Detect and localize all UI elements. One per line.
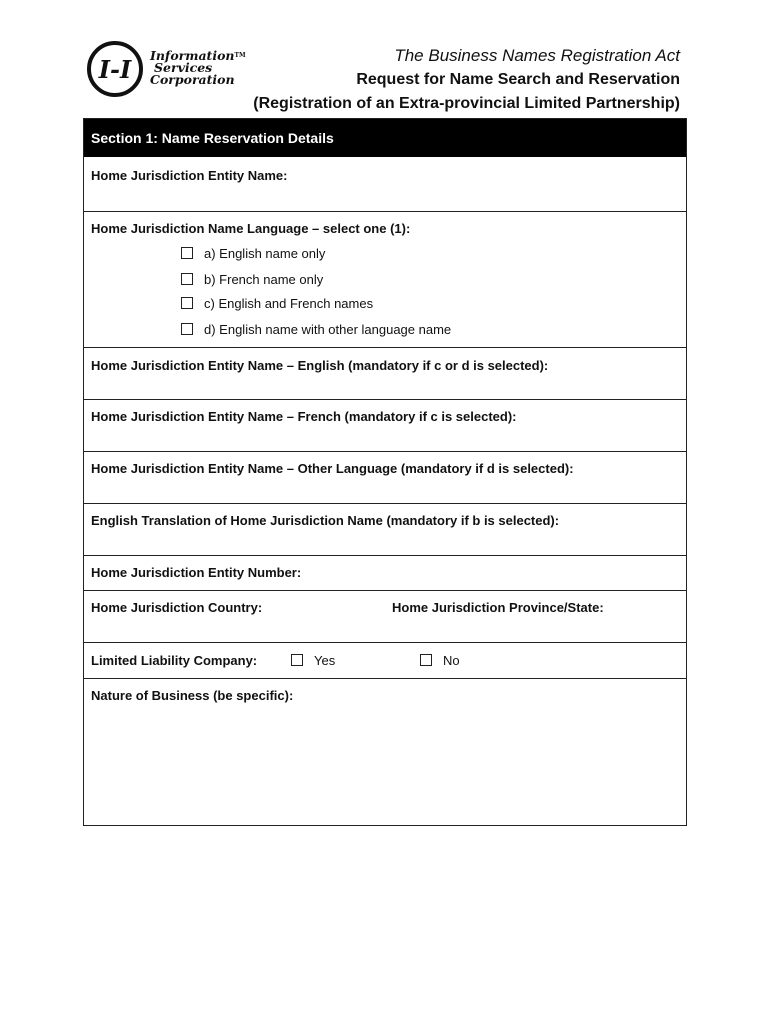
isc-logo-mark-icon — [86, 40, 144, 98]
nature-of-business-field[interactable] — [84, 678, 686, 825]
language-label: Home Jurisdiction Name Language – select one (1): — [91, 221, 411, 236]
llc-no-label: No — [443, 653, 460, 668]
checkbox-llc-no[interactable] — [420, 654, 432, 666]
llc-label: Limited Liability Company: — [91, 653, 258, 668]
logo-line-1: Information™ — [150, 48, 246, 63]
english-translation-field[interactable] — [84, 503, 686, 555]
checkbox-llc-yes[interactable] — [291, 654, 303, 666]
country-field[interactable] — [84, 591, 384, 642]
checkbox-english-only[interactable] — [181, 247, 193, 259]
checkbox-french-only[interactable] — [181, 273, 193, 285]
isc-logo-text — [150, 50, 246, 86]
entity-name-english-label: Home Jurisdiction Entity Name – English (mandatory if c or d is selected): — [91, 358, 549, 373]
entity-name-other-field[interactable] — [84, 451, 686, 503]
request-title: Request for Name Search and Reservation — [356, 71, 680, 88]
entity-name-label: Home Jurisdiction Entity Name: — [91, 168, 288, 183]
act-title: The Business Names Registration Act — [394, 46, 680, 65]
isc-logo — [86, 40, 256, 102]
logo-line-3: Corporation — [150, 72, 235, 87]
checkbox-english-and-french[interactable] — [181, 297, 193, 309]
registration-subtitle: (Registration of an Extra-provincial Limited Partnership) — [253, 95, 680, 112]
language-selection — [84, 211, 686, 347]
province-field[interactable] — [385, 591, 688, 642]
logo-line-2: Services — [154, 60, 213, 75]
country-label: Home Jurisdiction Country: — [91, 600, 263, 615]
entity-name-other-label: Home Jurisdiction Entity Name – Other Language (mandatory if d is selected): — [91, 461, 574, 476]
province-label: Home Jurisdiction Province/State: — [392, 600, 604, 615]
language-option-label: a) English name only — [204, 246, 326, 261]
svg-text:I-I: I-I — [98, 55, 132, 84]
entity-name-french-label: Home Jurisdiction Entity Name – French (mandatory if c is selected): — [91, 409, 517, 424]
entity-number-field[interactable] — [84, 555, 686, 590]
country-province-row — [84, 590, 686, 642]
language-option-label: b) French name only — [204, 272, 324, 287]
entity-name-french-field[interactable] — [84, 399, 686, 451]
entity-name-field[interactable] — [84, 157, 686, 211]
language-option-label: c) English and French names — [204, 296, 374, 311]
nature-of-business-label: Nature of Business (be specific): — [91, 688, 294, 703]
entity-number-label: Home Jurisdiction Entity Number: — [91, 565, 302, 580]
checkbox-english-with-other[interactable] — [181, 323, 193, 335]
entity-name-english-field[interactable] — [84, 347, 686, 399]
section-1-header: Section 1: Name Reservation Details — [84, 119, 686, 157]
llc-yes-label: Yes — [314, 653, 336, 668]
name-reservation-form — [83, 118, 687, 826]
english-translation-label: English Translation of Home Jurisdiction Name (mandatory if b is selected): — [91, 513, 560, 528]
language-option-label: d) English name with other language name — [204, 322, 452, 337]
llc-row — [84, 642, 686, 678]
